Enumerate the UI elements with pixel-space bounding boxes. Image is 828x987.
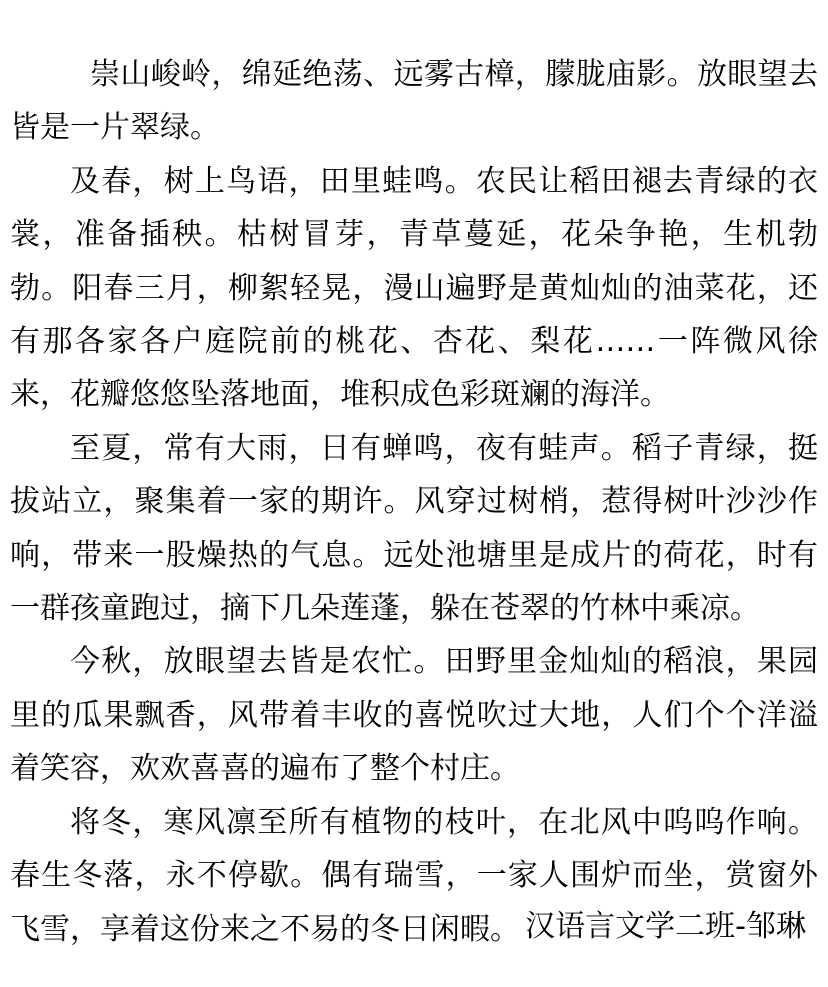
paragraph-autumn: 今秋，放眼望去皆是农忙。田野里金灿灿的稻浪，果园里的瓜果飘香，风带着丰收的喜悦吹过大地，人们个个洋溢着笑容，欢欢喜喜的遍布了整个村庄。: [10, 644, 818, 787]
paragraph-summer: 至夏，常有大雨，日有蝉鸣，夜有蛙声。稻子青绿，挺拔站立，聚集着一家的期许。风穿过树梢，惹得树叶沙沙作响，带来一股燥热的气息。远处池塘里是成片的荷花，时有一群孩童跑过，摘下几朵莲蓬，躲在苍翠的竹林中乘凉。: [10, 430, 818, 627]
essay-body: [10, 48, 818, 956]
paragraph-spring: 及春，树上鸟语，田里蛙鸣。农民让稻田褪去青绿的衣裳，准备插秧。枯树冒芽，青草蔓延，花朵争艳，生机勃勃。阳春三月，柳絮轻晃，漫山遍野是黄灿灿的油菜花，还有那各家各户庭院前的桃花、杏花、梨花……一阵微风徐来，花瓣悠悠坠落地面，堆积成色彩斑斓的海洋。: [10, 163, 818, 413]
paragraph-intro: 崇山峻岭，绵延绝荡、远雾古樟，朦胧庙影。放眼望去皆是一片翠绿。: [10, 57, 818, 146]
author-signature: 汉语言文学二班-邹琳: [525, 909, 806, 944]
paragraph-winter: 将冬，寒风凛至所有植物的枝叶，在北风中呜呜作响。春生冬落，永不停歇。偶有瑞雪，一家人围炉而坐，赏窗外飞雪，享着这份来之不易的冬日闲暇。: [10, 804, 818, 947]
